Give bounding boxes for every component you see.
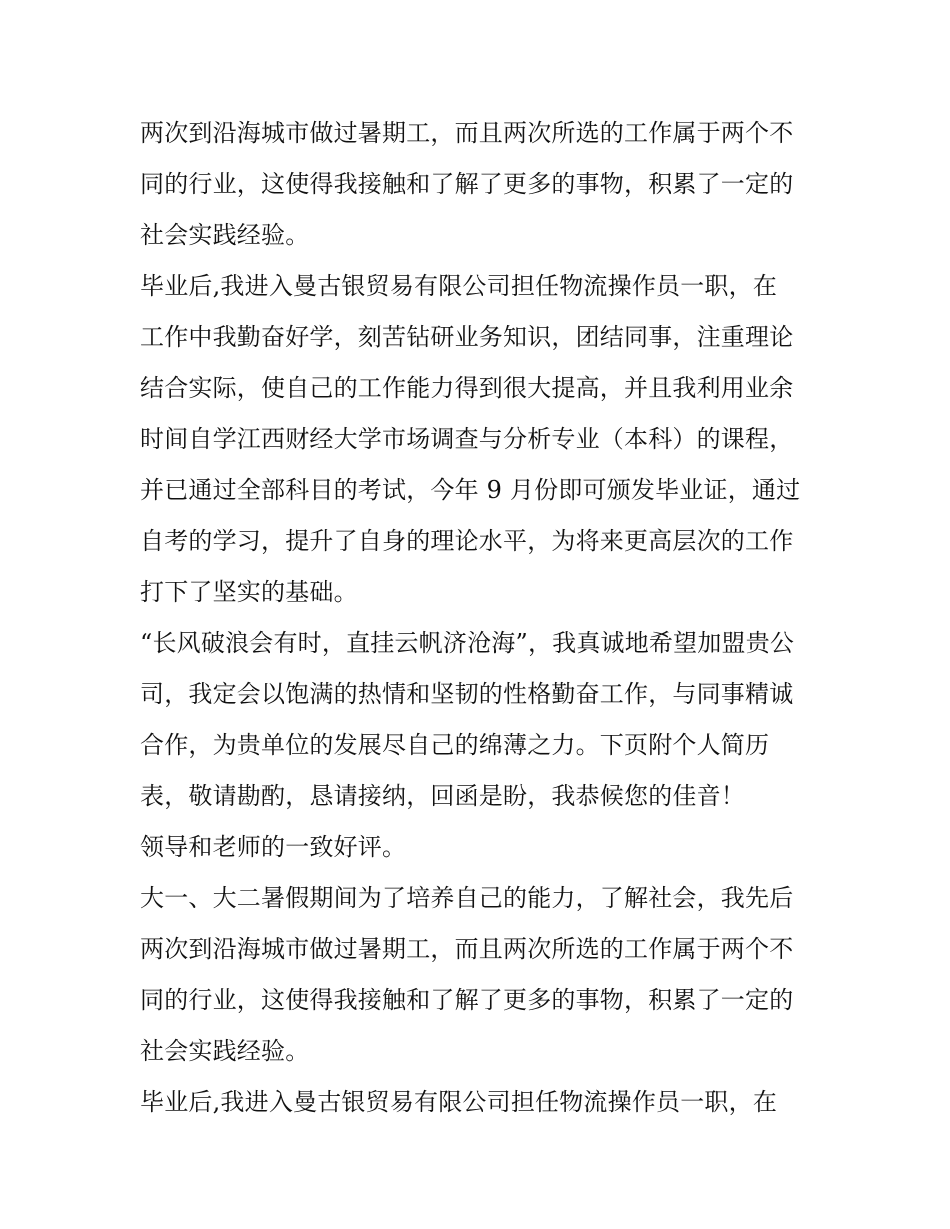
text-line: 工作中我勤奋好学，刻苦钻研业务知识，团结同事，注重理论: [140, 323, 794, 351]
text-line: 同的行业，这使得我接触和了解了更多的事物，积累了一定的: [140, 986, 794, 1014]
text-line: 自考的学习，提升了自身的理论水平，为将来更高层次的工作: [140, 527, 794, 555]
text-line: 毕业后,我进入曼古银贸易有限公司担任物流操作员一职，在: [140, 1088, 778, 1116]
text-line: 同的行业，这使得我接触和了解了更多的事物，积累了一定的: [140, 170, 794, 198]
text-line: 合作，为贵单位的发展尽自己的绵薄之力。下页附个人简历: [140, 731, 770, 759]
text-line: 结合实际，使自己的工作能力得到很大提高，并且我利用业余: [140, 374, 794, 402]
text-line: 社会实践经验。: [140, 221, 310, 249]
text-line: 大一、大二暑假期间为了培养自己的能力，了解社会，我先后: [140, 884, 794, 912]
text-line: 司，我定会以饱满的热情和坚韧的性格勤奋工作，与同事精诚: [140, 680, 794, 708]
document-page: [140, 108, 820, 1128]
text-line: 表，敬请勘酌，恳请接纳，回函是盼，我恭候您的佳音！: [140, 782, 745, 810]
text-line: 并已通过全部科目的考试，今年 9 月份即可颁发毕业证，通过: [140, 476, 801, 504]
text-line: 打下了坚实的基础。: [140, 578, 358, 606]
text-line: 毕业后,我进入曼古银贸易有限公司担任物流操作员一职，在: [140, 272, 778, 300]
text-line: “长风破浪会有时，直挂云帆济沧海”，我真诚地希望加盟贵公: [140, 629, 795, 657]
text-line: 社会实践经验。: [140, 1037, 310, 1065]
text-line: 领导和老师的一致好评。: [140, 833, 407, 861]
text-line: 时间自学江西财经大学市场调查与分析专业（本科）的课程，: [140, 425, 794, 453]
text-line: 两次到沿海城市做过暑期工，而且两次所选的工作属于两个不: [140, 935, 794, 963]
text-line: 两次到沿海城市做过暑期工，而且两次所选的工作属于两个不: [140, 119, 794, 147]
